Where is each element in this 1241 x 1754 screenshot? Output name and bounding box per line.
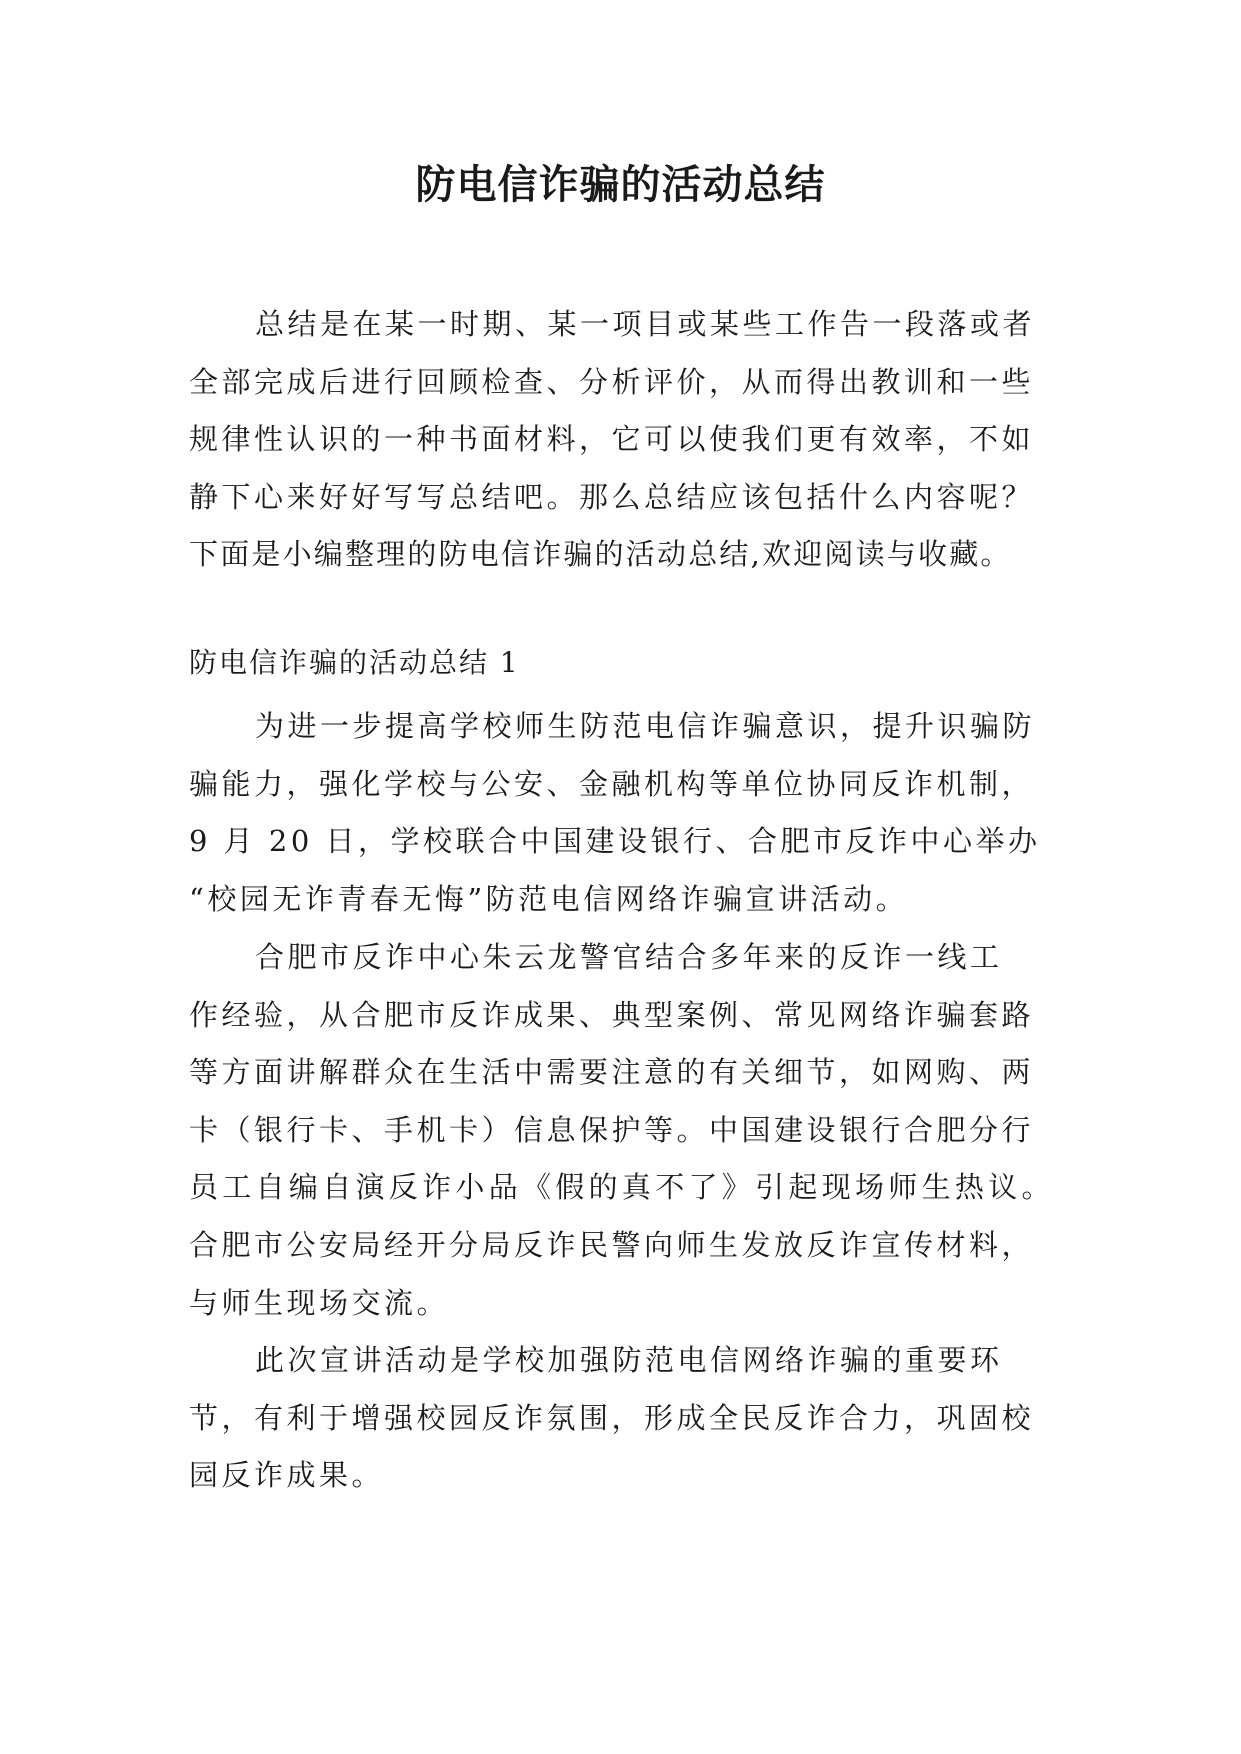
text-line: 节，有利于增强校园反诈氛围，形成全民反诈合力，巩固校 bbox=[189, 1400, 1035, 1435]
text-line: 与师生现场交流。 bbox=[189, 1285, 450, 1320]
text-line: “校园无诈青春无悔”防范电信网络诈骗宣讲活动。 bbox=[189, 881, 909, 916]
text-line: 园反诈成果。 bbox=[189, 1458, 385, 1493]
document-title: 防电信诈骗的活动总结 bbox=[415, 162, 826, 208]
text-line: 合肥市反诈中心朱云龙警官结合多年来的反诈一线工 bbox=[255, 940, 1003, 974]
text-line: 合肥市公安局经开分局反诈民警向师生发放反诈宣传材料， bbox=[189, 1227, 1035, 1262]
text-line: 为进一步提高学校师生防范电信诈骗意识，提升识骗防 bbox=[255, 709, 1036, 743]
intro-paragraph bbox=[189, 296, 1057, 584]
text-line: 下面是小编整理的防电信诈骗的活动总结,欢迎阅读与收藏。 bbox=[189, 537, 1012, 572]
paragraph-1 bbox=[189, 698, 1057, 928]
text-line: 作经验，从合肥市反诈成果、典型案例、常见网络诈骗套路 bbox=[189, 997, 1035, 1032]
text-line: 静下心来好好写写总结吧。那么总结应该包括什么内容呢？ bbox=[189, 479, 1035, 514]
text-line: 全部完成后进行回顾检查、分析评价，从而得出教训和一些 bbox=[189, 364, 1035, 399]
text-line: 规律性认识的一种书面材料，它可以使我们更有效率，不如 bbox=[189, 422, 1035, 457]
section-heading: 防电信诈骗的活动总结 1 bbox=[189, 646, 520, 679]
text-line: 员工自编自演反诈小品《假的真不了》引起现场师生热议。 bbox=[189, 1170, 1055, 1205]
text-line: 等方面讲解群众在生活中需要注意的有关细节，如网购、两 bbox=[189, 1055, 1035, 1090]
text-line: 卡（银行卡、手机卡）信息保护等。中国建设银行合肥分行 bbox=[189, 1112, 1035, 1147]
text-line: 此次宣讲活动是学校加强防范电信网络诈骗的重要环 bbox=[255, 1343, 1003, 1377]
text-line: 9 月 20 日，学校联合中国建设银行、合肥市反诈中心举办 bbox=[189, 824, 1041, 859]
text-line: 骗能力，强化学校与公安、金融机构等单位协同反诈机制， bbox=[189, 766, 1035, 801]
text-line: 总结是在某一时期、某一项目或某些工作告一段落或者 bbox=[255, 307, 1036, 341]
paragraph-3 bbox=[189, 1332, 1057, 1505]
paragraph-2 bbox=[189, 929, 1057, 1332]
